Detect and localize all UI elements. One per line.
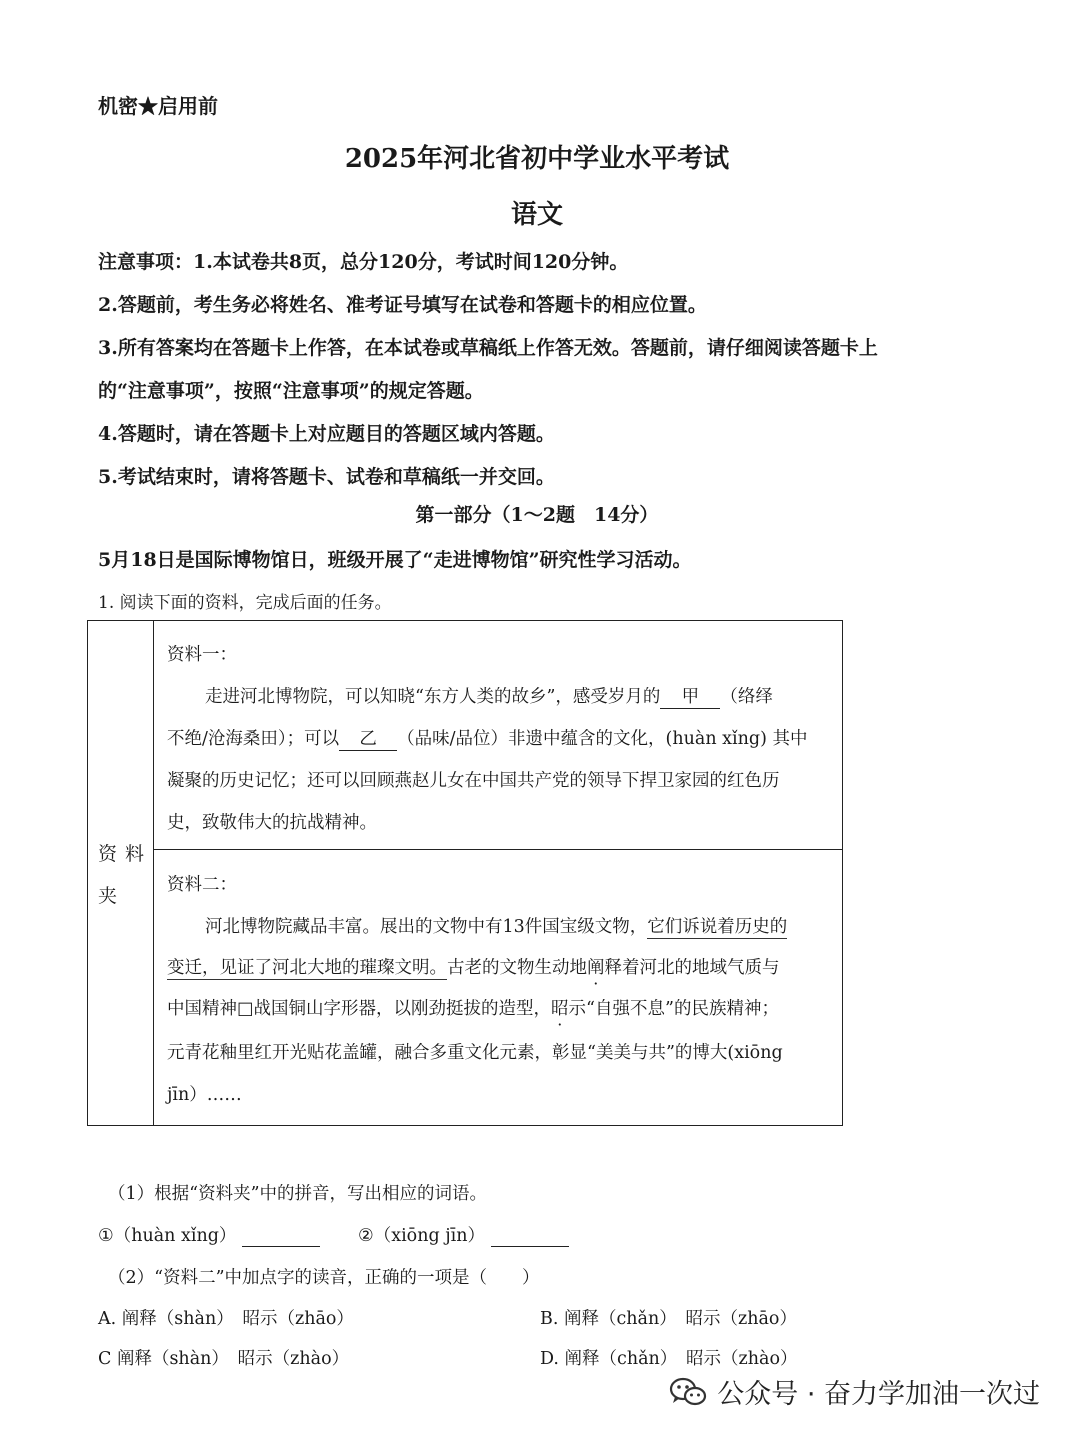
subquestion-1-answers [98, 1222, 569, 1247]
watermark [669, 1372, 1040, 1411]
material-1-line [205, 683, 773, 709]
part-intro: 5月18日是国际博物馆日，班级开展了“走进博物馆”研究性学习活动。 [98, 549, 692, 571]
confidential-label: 机密★启用前 [98, 94, 218, 118]
material-2-line: jīn）…… [167, 1085, 242, 1105]
option-a[interactable]: A. 阐释（shàn） 昭示（zhāo） [98, 1309, 354, 1329]
material-1-line: 凝聚的历史记忆；还可以回顾燕赵儿女在中国共产党的领导下捍卫家园的红色历 [167, 771, 780, 791]
option-d[interactable]: D. 阐释（chǎn） 昭示（zhào） [540, 1349, 798, 1369]
blank-yi: 乙 [339, 725, 397, 751]
text-span: 中国精神□战国铜山字形器，以刚劲挺拔的造型， [167, 999, 552, 1019]
text-span: 示“自强不息”的民族精神； [568, 999, 779, 1019]
wechat-icon [669, 1377, 707, 1407]
exam-title: 2025年河北省初中学业水平考试 [344, 144, 730, 174]
dotted-char: 阐 [587, 958, 605, 978]
note-line: 的“注意事项”，按照“注意事项”的规定答题。 [98, 380, 484, 402]
answer-label: ②（xiōng jīn） [358, 1226, 486, 1246]
text-span: 古老的文物生动地 [447, 958, 587, 978]
folder-label: 夹 [98, 885, 118, 907]
note-line: 2.答题前，考生务必将姓名、准考证号填写在试卷和答题卡的相应位置。 [98, 294, 707, 316]
part-heading: 第一部分（1～2题 14分） [415, 504, 659, 526]
exam-subject: 语文 [510, 200, 563, 230]
underlined-text: 变迁，见证了河北大地的璀璨文明。 [167, 958, 447, 978]
watermark-text: 公众号 · 奋力学加油一次过 [717, 1379, 1040, 1410]
folder-label-cell [88, 621, 154, 1125]
material-2-line [205, 913, 787, 938]
material-1-line: 史，致敬伟大的抗战精神。 [167, 813, 377, 833]
option-b[interactable]: B. 阐释（chǎn） 昭示（zhāo） [540, 1309, 797, 1329]
text-span: （品味/品位）非遗中蕴含的文化，(huàn xǐng) 其中 [397, 729, 808, 749]
note-line: 注意事项：1.本试卷共8页，总分120分，考试时间120分钟。 [98, 251, 629, 273]
subquestion-1: （1）根据“资料夹”中的拼音，写出相应的词语。 [108, 1184, 488, 1204]
underlined-text: 它们诉说着历史的 [647, 917, 788, 937]
note-line: 3.所有答案均在答题卡上作答，在本试卷或草稿纸上作答无效。答题前，请仔细阅读答题卡上 [98, 337, 878, 359]
option-c[interactable]: C 阐释（shàn） 昭示（zhào） [98, 1349, 350, 1369]
material-1-title: 资料一： [167, 645, 237, 665]
question-1-stem: 1. 阅读下面的资料，完成后面的任务。 [98, 593, 392, 613]
material-folder-table [87, 620, 843, 1126]
blank-jia: 甲 [660, 683, 720, 709]
table-divider [154, 849, 842, 850]
answer-blank[interactable] [491, 1246, 569, 1247]
note-line: 4.答题时，请在答题卡上对应题目的答题区域内答题。 [98, 423, 555, 445]
material-2-line: 元青花釉里红开光贴花盖罐，融合多重文化元素，彰显“美美与共”的博大(xiōng [167, 1043, 783, 1063]
material-2-title: 资料二： [167, 875, 237, 895]
material-2-line [167, 954, 780, 979]
material-2-line [167, 995, 779, 1020]
text-span: 河北博物院藏品丰富。展出的文物中有13件国宝级文物， [205, 917, 648, 937]
note-line: 5.考试结束时，请将答题卡、试卷和草稿纸一并交回。 [98, 466, 555, 488]
answer-blank[interactable] [242, 1246, 320, 1247]
answer-label: ①（huàn xǐng） [98, 1226, 237, 1246]
dotted-char: 昭 [551, 999, 569, 1019]
text-span: 不绝/沧海桑田）；可以 [167, 729, 340, 749]
text-span: 释着河北的地域气质与 [604, 958, 780, 978]
text-span: （络绎 [720, 687, 773, 707]
subquestion-2: （2）“资料二”中加点字的读音，正确的一项是（ ） [108, 1268, 540, 1288]
material-1-line [167, 725, 808, 751]
folder-label: 资料 [98, 843, 153, 865]
text-span: 走进河北博物院，可以知晓“东方人类的故乡”，感受岁月的 [205, 687, 661, 707]
